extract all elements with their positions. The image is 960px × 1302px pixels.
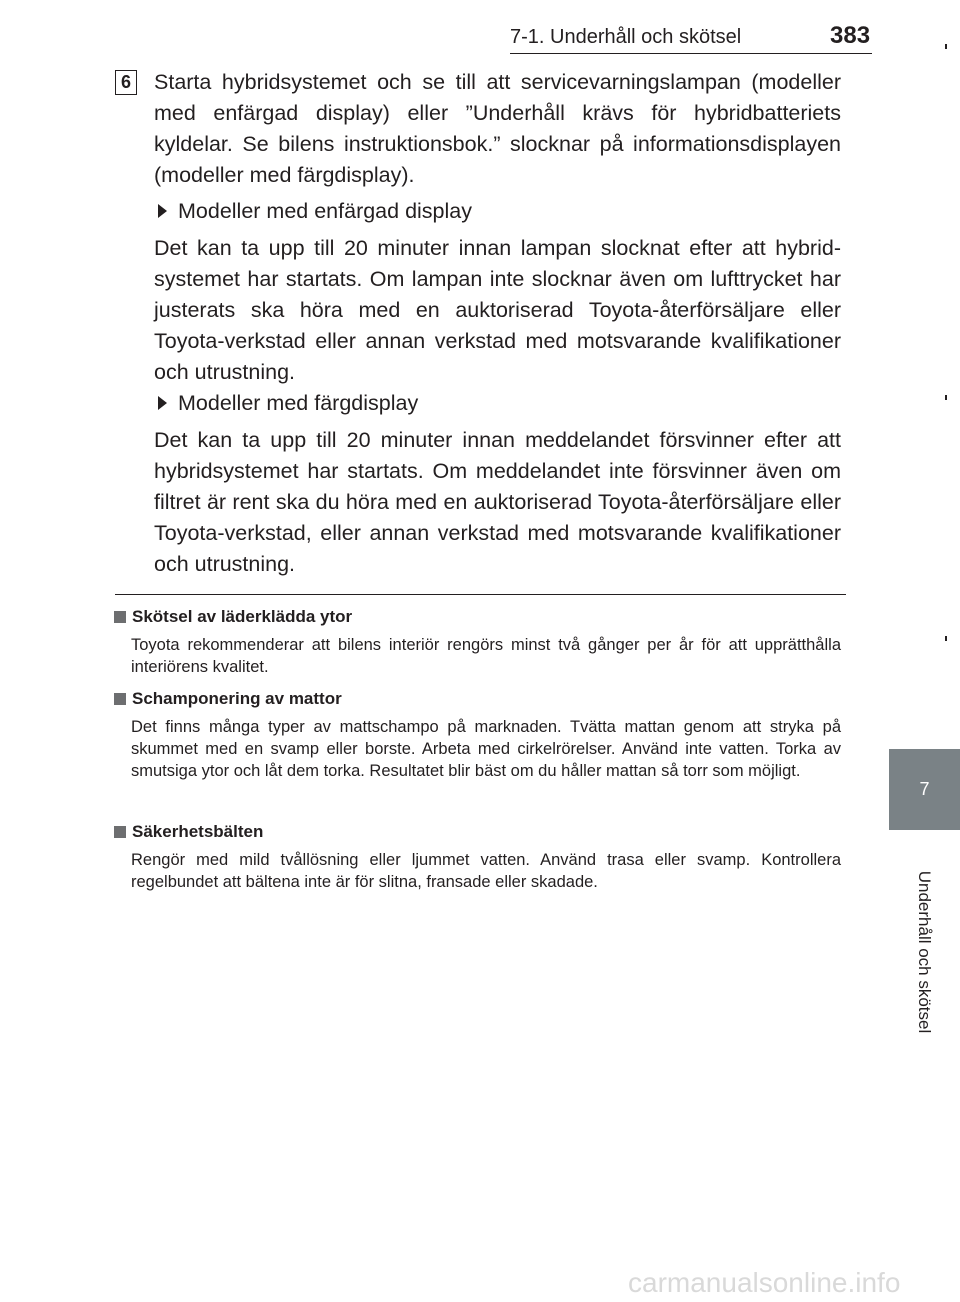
note-body: Rengör med mild tvållösning eller ljummet vatten. Använd trasa eller svamp. Kontrollera regelbundet att bältena inte är för slitna, fransade eller skadade. [131,851,841,891]
chapter-side-label: Underhåll och skötsel [915,870,934,1034]
note-body: Toyota rekommenderar att bilens interiör rengörs minst två gånger per år för att upprätthålla interiörens kvalitet. [131,636,841,676]
sub-text-monochrome: Det kan ta upp till 20 minuter innan lampan slocknat efter att hybridsystemet har startats. Om lampan inte slocknar även om lufttrycket har justerats ska höra med en auktoriserad Toyota-återförsäljare eller Toyota-verkstad eller annan verkstad med motsvarande kvalifikationer och utrustning. [154,236,841,384]
trim-mark [945,395,947,400]
square-bullet-icon [114,611,126,623]
arrow-icon [158,204,167,218]
note-heading-text: Säkerhetsbälten [132,822,264,841]
trim-mark [945,636,947,641]
note-body: Det finns många typer av mattschampo på marknaden. Tvätta mattan genom att stryka på skummet med en svamp eller borste. Arbeta med cirkelrörelser. Använd inte vatten. Torka av smutsiga ytor och låt dem torka. Resultatet blir bäst om du håller mattan så torr som möjligt. [131,718,841,780]
step-text: Starta hybridsystemet och se till att servicevarningslampan (modeller med enfärgad display) eller ”Underhåll krävs för hybridbatteriets kyldelar. Se bilens instruktionsbok.” slocknar på informationsdisplayen (modeller med färgdisplay). [154,70,841,187]
sub-heading-text: Modeller med färgdisplay [178,391,419,415]
square-bullet-icon [114,693,126,705]
sub-heading-text: Modeller med enfärgad display [178,199,472,223]
sub-heading-monochrome [158,196,472,227]
note-heading [114,689,342,709]
square-bullet-icon [114,826,126,838]
note-heading-text: Schamponering av mattor [132,689,342,708]
trim-mark [945,44,947,49]
note-heading [114,822,263,842]
chapter-tab: 7 [889,749,960,830]
header-rule [510,53,872,54]
note-heading [114,607,352,627]
step-number-box: 6 [115,70,137,95]
sub-text-color: Det kan ta upp till 20 minuter innan meddelandet försvinner efter att hybridsystemet har startats. Om meddelandet inte försvinner även om filtret är rent ska du höra med en auktoriserad Toyota-återförsäljare eller Toyota-verkstad, eller annan verkstad med motsvarande kvalifikationer och utrustning. [154,428,841,576]
section-divider [115,594,846,595]
arrow-icon [158,396,167,410]
note-heading-text: Skötsel av läderklädda ytor [132,607,353,626]
sub-heading-color [158,388,418,419]
page-number: 383 [830,22,871,49]
section-title: 7-1. Underhåll och skötsel [510,26,742,48]
watermark: carmanualsonline.info [628,1267,901,1298]
